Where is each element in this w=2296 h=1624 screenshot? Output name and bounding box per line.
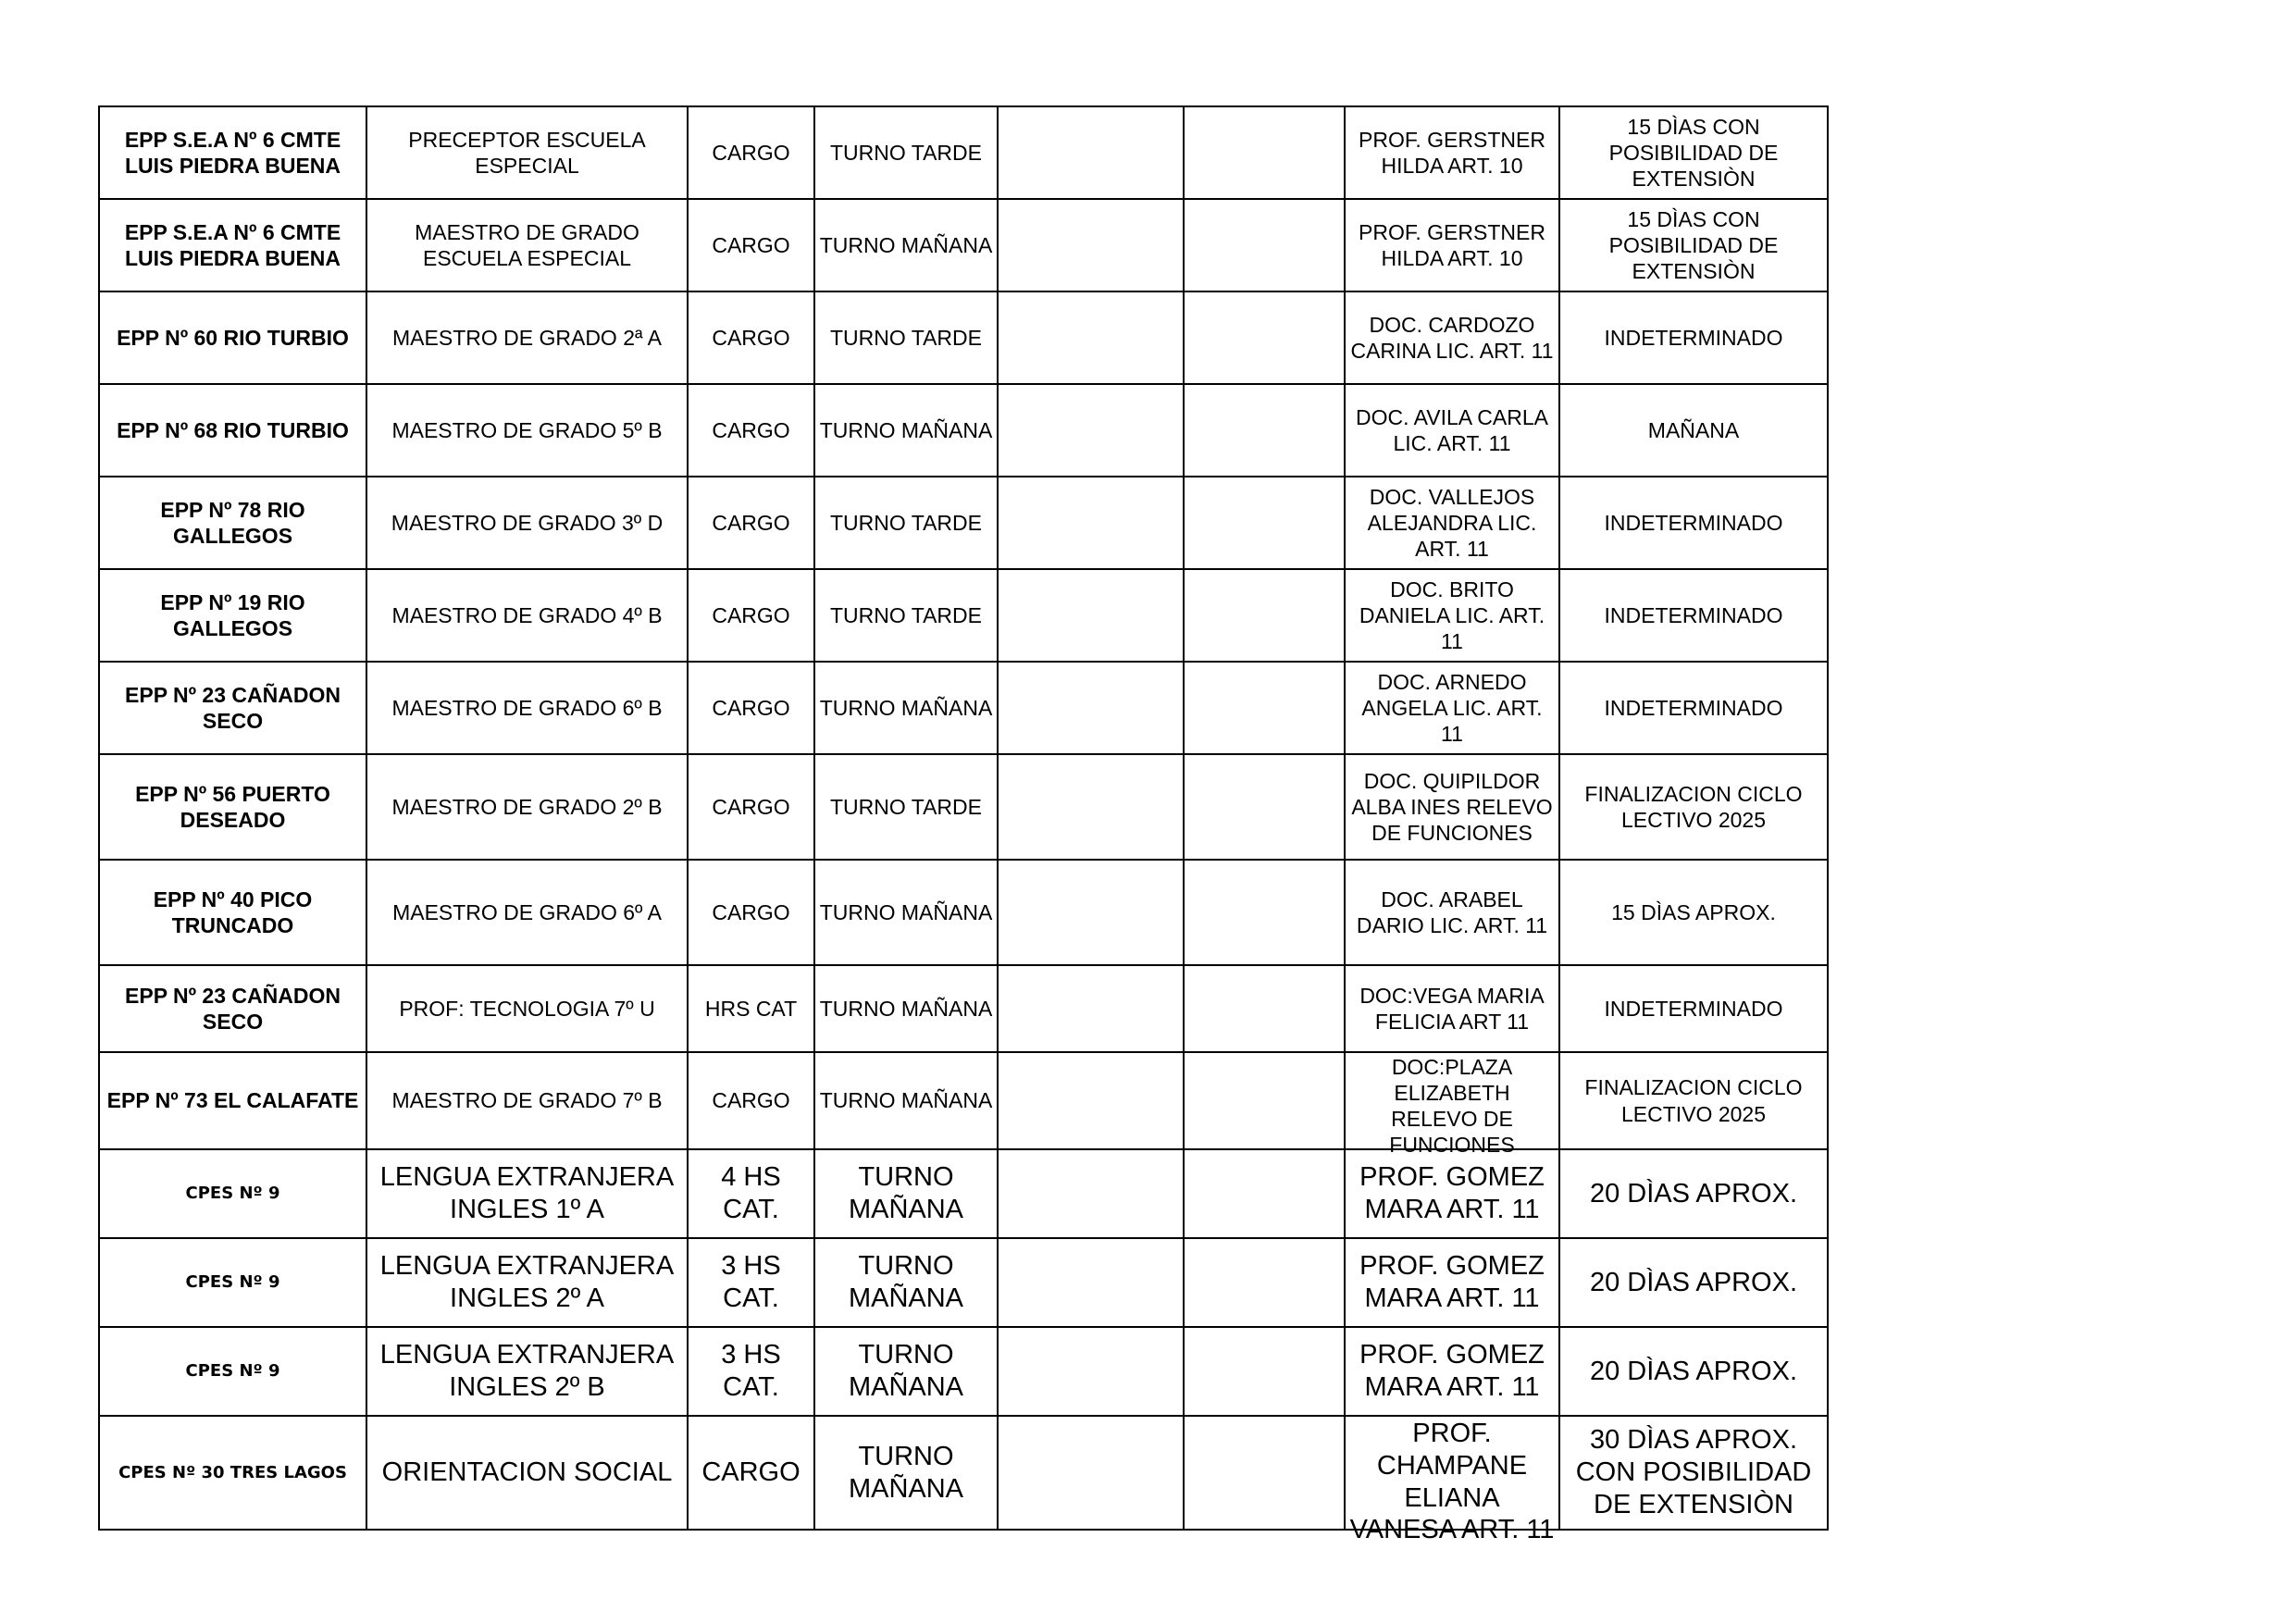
type-text: HRS CAT xyxy=(704,996,798,1021)
shift-cell xyxy=(814,1052,998,1149)
replaces-cell xyxy=(1345,569,1559,662)
replaces-text: PROF. GERSTNER HILDA ART. 10 xyxy=(1359,219,1545,270)
replaces-cell xyxy=(1345,754,1559,860)
position-text: MAESTRO DE GRADO ESCUELA ESPECIAL xyxy=(415,219,639,270)
replaces-text: DOC. VALLEJOS ALEJANDRA LIC. ART. 11 xyxy=(1367,484,1537,562)
type-text: 4 HS CAT. xyxy=(721,1162,781,1224)
shift-text: TURNO TARDE xyxy=(830,140,982,165)
empty-cell xyxy=(998,1149,1184,1238)
school-cell xyxy=(99,477,366,569)
type-text: 3 HS CAT. xyxy=(721,1251,781,1313)
shift-text: TURNO TARDE xyxy=(830,602,982,627)
replaces-cell xyxy=(1345,199,1559,291)
replaces-text: DOC:PLAZA ELIZABETH RELEVO DE FUNCIONES xyxy=(1389,1055,1515,1158)
shift-cell xyxy=(814,1416,998,1530)
table-row xyxy=(99,1052,1828,1149)
school-text: EPP Nº 23 CAÑADON SECO xyxy=(125,682,341,733)
shift-text: TURNO MAÑANA xyxy=(819,417,993,442)
shift-text: TURNO MAÑANA xyxy=(819,996,993,1021)
duration-text: INDETERMINADO xyxy=(1604,510,1783,535)
school-text: CPES Nº 9 xyxy=(185,1272,280,1293)
empty-cell xyxy=(998,477,1184,569)
shift-text: TURNO MAÑANA xyxy=(848,1162,964,1224)
empty-cell xyxy=(1184,106,1345,199)
school-text: EPP Nº 78 RIO GALLEGOS xyxy=(160,497,305,548)
shift-text: TURNO TARDE xyxy=(830,325,982,350)
empty-cell xyxy=(1184,754,1345,860)
duration-text: INDETERMINADO xyxy=(1604,996,1783,1021)
table-row xyxy=(99,199,1828,291)
type-text: CARGO xyxy=(712,232,790,257)
vacancy-table xyxy=(98,105,1829,1545)
shift-text: TURNO MAÑANA xyxy=(848,1340,964,1402)
replaces-cell xyxy=(1345,384,1559,477)
empty-cell xyxy=(998,860,1184,965)
replaces-cell xyxy=(1345,291,1559,384)
replaces-cell xyxy=(1345,106,1559,199)
shift-text: TURNO MAÑANA xyxy=(848,1441,964,1504)
replaces-cell xyxy=(1345,1052,1559,1158)
position-cell xyxy=(366,477,688,569)
duration-cell xyxy=(1559,291,1828,384)
empty-cell xyxy=(998,384,1184,477)
replaces-text: PROF. CHAMPANE ELIANA VANESA ART. 11 xyxy=(1349,1419,1555,1545)
replaces-text: DOC:VEGA MARIA FELICIA ART 11 xyxy=(1359,983,1545,1034)
duration-text: FINALIZACION CICLO LECTIVO 2025 xyxy=(1584,1075,1803,1126)
school-cell xyxy=(99,1327,366,1416)
table-row xyxy=(99,965,1828,1052)
replaces-cell xyxy=(1345,860,1559,965)
type-cell xyxy=(688,384,814,477)
school-cell xyxy=(99,569,366,662)
table-row xyxy=(99,1238,1828,1327)
position-cell xyxy=(366,1052,688,1149)
position-text: MAESTRO DE GRADO 5º B xyxy=(391,417,663,442)
shift-text: TURNO MAÑANA xyxy=(819,899,993,924)
school-cell xyxy=(99,965,366,1052)
empty-cell xyxy=(1184,965,1345,1052)
type-cell xyxy=(688,965,814,1052)
position-text: LENGUA EXTRANJERA INGLES 2º A xyxy=(379,1251,675,1313)
empty-cell xyxy=(998,1416,1184,1530)
school-text: EPP Nº 23 CAÑADON SECO xyxy=(125,983,341,1034)
shift-text: TURNO MAÑANA xyxy=(848,1251,964,1313)
duration-cell xyxy=(1559,860,1828,965)
type-cell xyxy=(688,569,814,662)
school-cell xyxy=(99,199,366,291)
school-cell xyxy=(99,1416,366,1530)
duration-cell xyxy=(1559,965,1828,1052)
empty-cell xyxy=(998,569,1184,662)
school-cell xyxy=(99,106,366,199)
position-cell xyxy=(366,1238,688,1327)
duration-cell xyxy=(1559,477,1828,569)
table-row xyxy=(99,1416,1828,1530)
empty-cell xyxy=(1184,1327,1345,1416)
position-cell xyxy=(366,1327,688,1416)
type-text: CARGO xyxy=(712,602,790,627)
shift-cell xyxy=(814,477,998,569)
replaces-text: DOC. AVILA CARLA LIC. ART. 11 xyxy=(1356,404,1548,455)
table-row xyxy=(99,860,1828,965)
duration-text: 20 DÌAS APROX. xyxy=(1589,1356,1798,1386)
position-text: LENGUA EXTRANJERA INGLES 2º B xyxy=(379,1340,675,1402)
school-text: EPP Nº 56 PUERTO DESEADO xyxy=(135,781,330,832)
empty-cell xyxy=(1184,291,1345,384)
replaces-text: DOC. QUIPILDOR ALBA INES RELEVO DE FUNCIONES xyxy=(1351,768,1553,846)
type-text: CARGO xyxy=(712,140,790,165)
duration-text: FINALIZACION CICLO LECTIVO 2025 xyxy=(1584,781,1803,832)
duration-cell xyxy=(1559,569,1828,662)
empty-cell xyxy=(998,1327,1184,1416)
shift-cell xyxy=(814,384,998,477)
empty-cell xyxy=(998,1052,1184,1149)
position-text: ORIENTACION SOCIAL xyxy=(381,1457,673,1488)
replaces-cell xyxy=(1345,1149,1559,1238)
replaces-text: PROF. GOMEZ MARA ART. 11 xyxy=(1359,1251,1545,1313)
shift-text: TURNO TARDE xyxy=(830,510,982,535)
position-text: MAESTRO DE GRADO 7º B xyxy=(391,1088,663,1113)
replaces-text: PROF. GOMEZ MARA ART. 11 xyxy=(1359,1162,1545,1224)
empty-cell xyxy=(998,662,1184,754)
school-text: EPP Nº 73 EL CALAFATE xyxy=(106,1088,359,1113)
school-text: CPES Nº 30 TRES LAGOS xyxy=(118,1462,347,1482)
shift-cell xyxy=(814,965,998,1052)
school-text: EPP Nº 40 PICO TRUNCADO xyxy=(153,886,313,937)
table-row xyxy=(99,106,1828,199)
duration-text: 15 DÌAS CON POSIBILIDAD DE EXTENSIÒN xyxy=(1608,114,1779,192)
shift-cell xyxy=(814,199,998,291)
type-cell xyxy=(688,199,814,291)
school-text: EPP Nº 60 RIO TURBIO xyxy=(117,325,349,350)
type-text: CARGO xyxy=(712,510,790,535)
position-cell xyxy=(366,384,688,477)
shift-cell xyxy=(814,1149,998,1238)
type-cell xyxy=(688,1052,814,1149)
duration-cell xyxy=(1559,106,1828,199)
shift-text: TURNO MAÑANA xyxy=(819,232,993,257)
duration-text: 15 DÌAS APROX. xyxy=(1611,899,1776,924)
school-cell xyxy=(99,1052,366,1149)
type-text: CARGO xyxy=(712,1088,790,1113)
empty-cell xyxy=(998,1238,1184,1327)
shift-text: TURNO TARDE xyxy=(830,794,982,819)
table-row xyxy=(99,1327,1828,1416)
duration-cell xyxy=(1559,662,1828,754)
type-text: CARGO xyxy=(712,695,790,720)
shift-cell xyxy=(814,106,998,199)
replaces-cell xyxy=(1345,1327,1559,1416)
shift-cell xyxy=(814,569,998,662)
position-cell xyxy=(366,1149,688,1238)
type-cell xyxy=(688,291,814,384)
empty-cell xyxy=(998,106,1184,199)
position-text: MAESTRO DE GRADO 4º B xyxy=(391,602,663,627)
position-cell xyxy=(366,754,688,860)
position-cell xyxy=(366,965,688,1052)
school-text: EPP S.E.A Nº 6 CMTE LUIS PIEDRA BUENA xyxy=(124,127,341,178)
type-cell xyxy=(688,1149,814,1238)
position-cell xyxy=(366,199,688,291)
position-cell xyxy=(366,860,688,965)
school-cell xyxy=(99,1149,366,1238)
school-cell xyxy=(99,754,366,860)
shift-cell xyxy=(814,860,998,965)
position-text: MAESTRO DE GRADO 6º A xyxy=(392,899,662,924)
type-text: CARGO xyxy=(701,1457,800,1488)
empty-cell xyxy=(1184,1238,1345,1327)
position-text: PRECEPTOR ESCUELA ESPECIAL xyxy=(408,127,646,178)
shift-cell xyxy=(814,1238,998,1327)
school-text: CPES Nº 9 xyxy=(185,1361,280,1382)
type-text: CARGO xyxy=(712,794,790,819)
school-cell xyxy=(99,860,366,965)
type-cell xyxy=(688,106,814,199)
shift-cell xyxy=(814,1327,998,1416)
empty-cell xyxy=(998,291,1184,384)
duration-text: 20 DÌAS APROX. xyxy=(1589,1267,1798,1297)
duration-cell xyxy=(1559,1052,1828,1149)
empty-cell xyxy=(1184,1052,1345,1149)
replaces-cell xyxy=(1345,965,1559,1052)
duration-text: 15 DÌAS CON POSIBILIDAD DE EXTENSIÒN xyxy=(1608,206,1779,284)
school-text: EPP Nº 68 RIO TURBIO xyxy=(117,417,349,442)
position-text: MAESTRO DE GRADO 2ª A xyxy=(392,325,662,350)
replaces-cell xyxy=(1345,1416,1559,1545)
empty-cell xyxy=(1184,1149,1345,1238)
table-row xyxy=(99,662,1828,754)
position-text: MAESTRO DE GRADO 3º D xyxy=(391,510,664,535)
empty-cell xyxy=(1184,384,1345,477)
replaces-text: DOC. ARNEDO ANGELA LIC. ART. 11 xyxy=(1361,669,1543,747)
type-cell xyxy=(688,860,814,965)
empty-cell xyxy=(998,754,1184,860)
type-cell xyxy=(688,1327,814,1416)
replaces-cell xyxy=(1345,662,1559,754)
school-cell xyxy=(99,1238,366,1327)
table-row xyxy=(99,754,1828,860)
shift-text: TURNO MAÑANA xyxy=(819,1088,993,1113)
table-row xyxy=(99,384,1828,477)
empty-cell xyxy=(998,965,1184,1052)
table-row xyxy=(99,291,1828,384)
position-cell xyxy=(366,1416,688,1530)
duration-text: INDETERMINADO xyxy=(1604,602,1783,627)
position-text: MAESTRO DE GRADO 6º B xyxy=(391,695,663,720)
duration-cell xyxy=(1559,1238,1828,1327)
type-cell xyxy=(688,1416,814,1530)
school-cell xyxy=(99,384,366,477)
empty-cell xyxy=(1184,860,1345,965)
empty-cell xyxy=(1184,477,1345,569)
position-cell xyxy=(366,569,688,662)
type-text: CARGO xyxy=(712,899,790,924)
empty-cell xyxy=(1184,569,1345,662)
replaces-text: PROF. GOMEZ MARA ART. 11 xyxy=(1359,1340,1545,1402)
empty-cell xyxy=(998,199,1184,291)
replaces-text: DOC. BRITO DANIELA LIC. ART. 11 xyxy=(1359,576,1545,654)
position-cell xyxy=(366,291,688,384)
type-cell xyxy=(688,477,814,569)
position-text: MAESTRO DE GRADO 2º B xyxy=(391,794,663,819)
replaces-cell xyxy=(1345,477,1559,569)
type-cell xyxy=(688,754,814,860)
duration-cell xyxy=(1559,754,1828,860)
vacancy-table-body xyxy=(99,106,1828,1545)
school-text: EPP Nº 19 RIO GALLEGOS xyxy=(160,589,305,640)
type-text: CARGO xyxy=(712,325,790,350)
replaces-text: DOC. CARDOZO CARINA LIC. ART. 11 xyxy=(1350,312,1554,363)
type-text: 3 HS CAT. xyxy=(721,1340,781,1402)
duration-cell xyxy=(1559,1416,1828,1530)
replaces-cell xyxy=(1345,1238,1559,1327)
shift-cell xyxy=(814,662,998,754)
duration-cell xyxy=(1559,199,1828,291)
position-text: PROF: TECNOLOGIA 7º U xyxy=(399,996,655,1021)
empty-cell xyxy=(1184,199,1345,291)
replaces-text: DOC. ARABEL DARIO LIC. ART. 11 xyxy=(1356,886,1548,937)
table-row xyxy=(99,1149,1828,1238)
duration-cell xyxy=(1559,384,1828,477)
type-cell xyxy=(688,1238,814,1327)
duration-text: INDETERMINADO xyxy=(1604,695,1783,720)
empty-cell xyxy=(1184,1416,1345,1530)
duration-text: INDETERMINADO xyxy=(1604,325,1783,350)
school-text: EPP S.E.A Nº 6 CMTE LUIS PIEDRA BUENA xyxy=(124,219,341,270)
school-cell xyxy=(99,662,366,754)
table-row xyxy=(99,477,1828,569)
position-cell xyxy=(366,106,688,199)
duration-text: MAÑANA xyxy=(1647,417,1740,442)
table-row xyxy=(99,569,1828,662)
shift-cell xyxy=(814,754,998,860)
type-cell xyxy=(688,662,814,754)
shift-cell xyxy=(814,291,998,384)
type-text: CARGO xyxy=(712,417,790,442)
duration-text: 30 DÌAS APROX. CON POSIBILIDAD DE EXTENSIÒN xyxy=(1575,1425,1812,1519)
replaces-text: PROF. GERSTNER HILDA ART. 10 xyxy=(1359,127,1545,178)
duration-text: 20 DÌAS APROX. xyxy=(1589,1178,1798,1209)
school-text: CPES Nº 9 xyxy=(185,1184,280,1204)
position-text: LENGUA EXTRANJERA INGLES 1º A xyxy=(379,1162,675,1224)
position-cell xyxy=(366,662,688,754)
shift-text: TURNO MAÑANA xyxy=(819,695,993,720)
duration-cell xyxy=(1559,1149,1828,1238)
duration-cell xyxy=(1559,1327,1828,1416)
empty-cell xyxy=(1184,662,1345,754)
school-cell xyxy=(99,291,366,384)
